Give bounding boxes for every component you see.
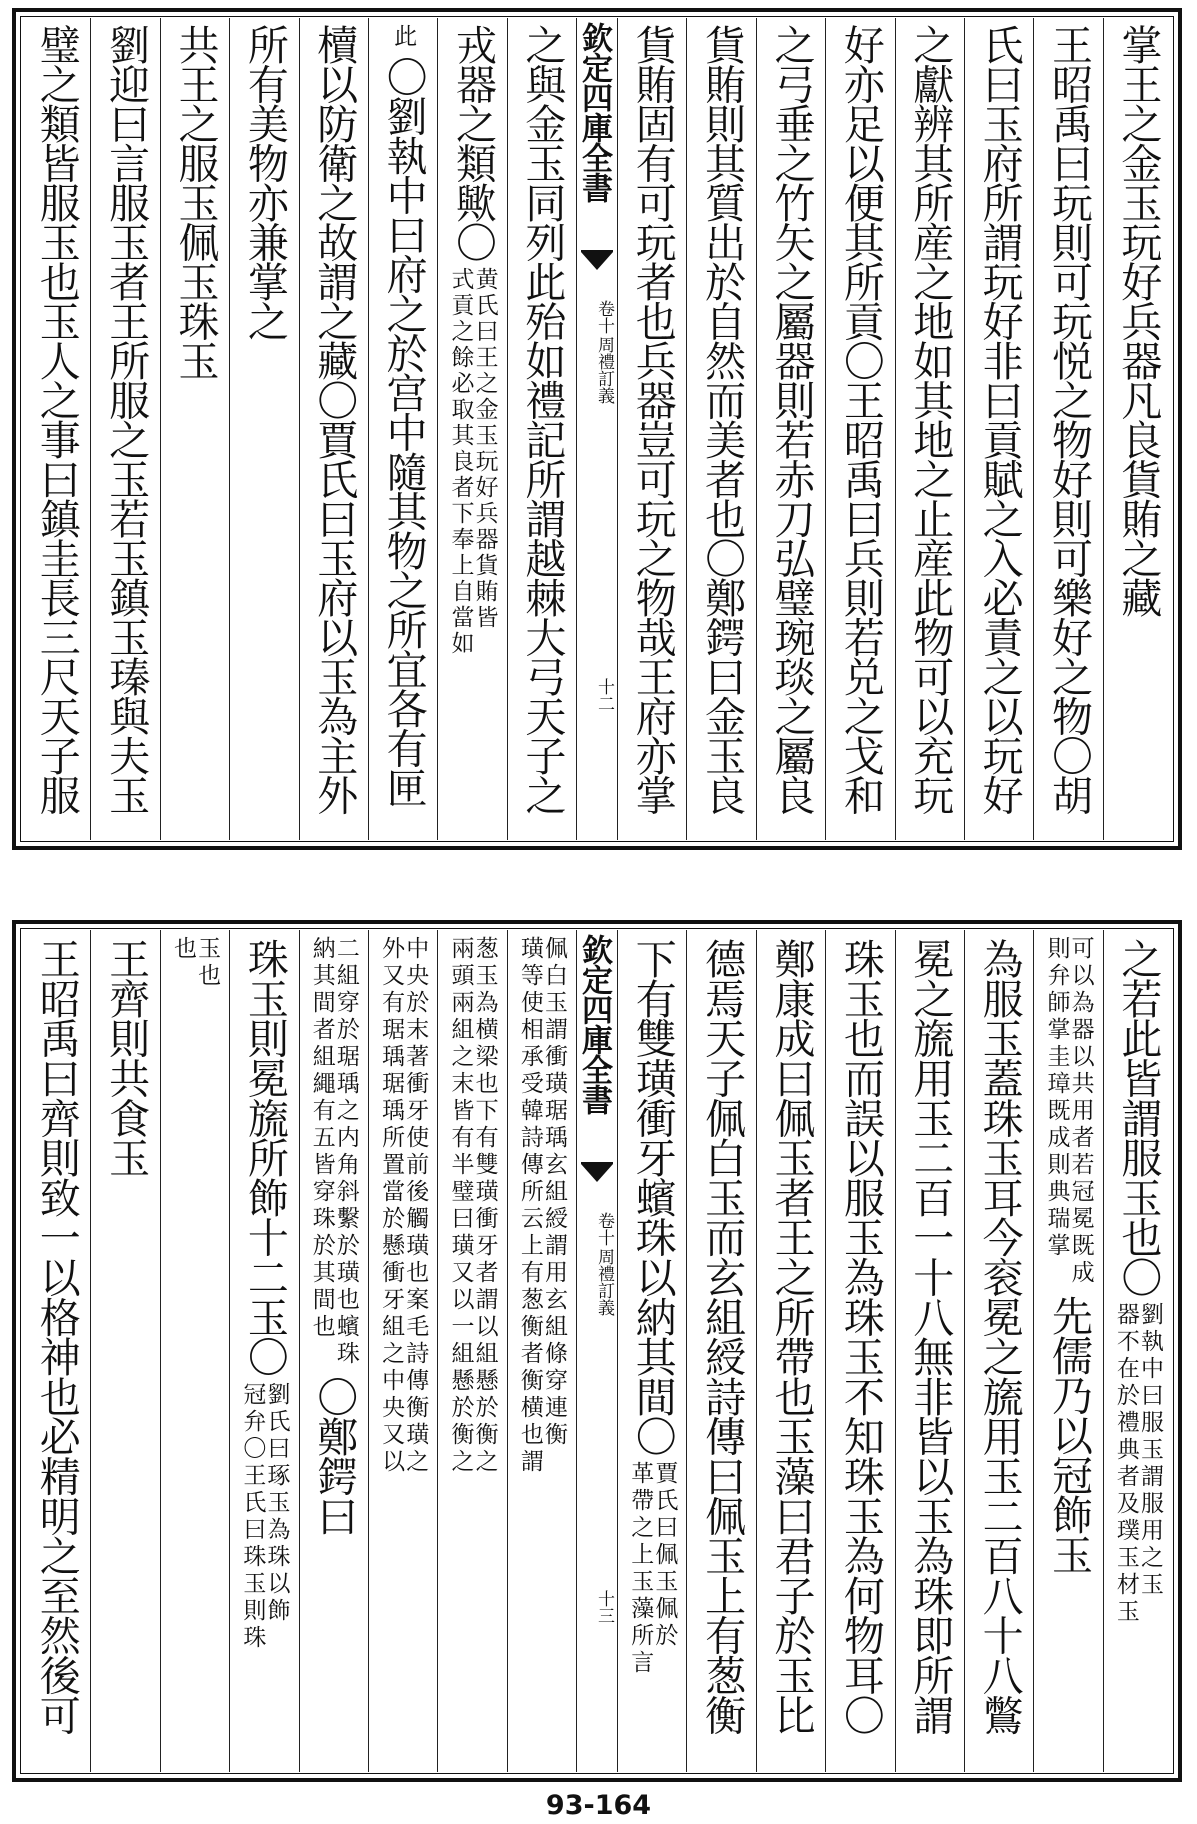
column	[507, 930, 576, 1772]
mixed-column	[300, 930, 368, 1535]
annotation-right: 佩白玉謂衝璜琚瑀玄組綬謂用玄組條穿連衡	[540, 936, 567, 1449]
mixed-column	[230, 930, 298, 1652]
heading-text: 共王之服玉佩玉珠玉	[171, 24, 220, 380]
column	[160, 930, 229, 1772]
annotation	[438, 930, 506, 1772]
body-text: 〇劉執中曰府之於宫中隨其物之所宜各有匣	[379, 56, 428, 807]
column	[229, 18, 298, 840]
column	[160, 18, 229, 840]
column	[617, 18, 686, 840]
top-page	[12, 8, 1182, 850]
body-text: 戎器之類歟〇	[449, 24, 497, 261]
column	[825, 18, 894, 840]
annotation-right: 此	[390, 24, 417, 50]
body-text: 珠玉則冕旒所飾十二玉〇	[240, 938, 289, 1376]
body-text: 所有美物亦兼掌之	[240, 24, 289, 340]
mixed-column	[369, 18, 437, 807]
column	[22, 18, 90, 840]
body-text: 冕之旒用玉二百一十八無非皆以玉為珠即所謂	[906, 938, 955, 1735]
page-number: 93-164	[545, 1790, 652, 1821]
column	[299, 18, 368, 840]
annotation	[448, 261, 496, 657]
column	[299, 930, 368, 1772]
body-text: 氏曰玉府所謂玩好非曰貢賦之入必責之以玩好	[975, 24, 1024, 814]
body-text: 劉迎曰言服玉者王所服之玉若玉鎮玉瑧與夫玉	[102, 24, 151, 814]
annotation-left: 革帶之上玉藻所言	[627, 1461, 654, 1678]
annotation-right: 劉氏曰琢玉為珠以飾	[263, 1381, 290, 1625]
annotation-left: 也	[169, 936, 196, 963]
fold-volume: 卷十	[594, 300, 614, 334]
annotation-left: 璜等使相承受韓詩傳所云上有葱衡者衡横也謂	[516, 936, 543, 1476]
fold-volume: 卷十	[594, 1212, 614, 1246]
fold-subtitle	[577, 1212, 617, 1316]
column	[90, 18, 159, 840]
column	[507, 18, 576, 840]
annotation-left: 外又有琚瑀琚瑀所置當於懸衝牙組之中央又以	[378, 936, 405, 1476]
mixed-column	[1034, 930, 1102, 1574]
column	[22, 930, 90, 1772]
fold-subtitle	[577, 300, 617, 404]
annotation-right: 葱玉為横梁也下有雙璜衝牙者謂以組懸於衡之	[471, 936, 498, 1476]
column	[686, 930, 755, 1772]
annotation-right: 二組穿於琚瑀之内角斜繫於璜也蠙珠	[332, 936, 359, 1368]
center-fold	[576, 930, 617, 1772]
annotation	[310, 930, 358, 1368]
center-fold	[576, 18, 617, 840]
column	[1033, 18, 1102, 840]
column	[895, 18, 964, 840]
body-text: 王昭禹曰玩則可玩悦之物好則可樂好之物〇胡	[1045, 24, 1093, 814]
body-text: 貨賄則其質出於自然而美者也〇鄭鍔曰金玉良	[698, 24, 747, 814]
annotation	[1044, 930, 1092, 1287]
annotation	[161, 930, 229, 1772]
annotation-left: 則弁師掌圭璋既成則典瑞掌	[1043, 936, 1070, 1260]
fold-title: 欽定四庫全書	[576, 934, 612, 1114]
body-text: 櫝以防衛之故謂之藏〇賈氏曰玉府以玉為主外	[310, 24, 359, 814]
body-text: 為服玉蓋珠玉耳今衮冕之旒用玉二百八十八鷩	[975, 938, 1024, 1735]
annotation-right: 賈氏曰佩玉佩於	[651, 1461, 678, 1651]
fold-book-name: 周禮訂義	[594, 336, 614, 404]
column	[686, 18, 755, 840]
annotation-right: 劉執中曰服玉謂服用之玉	[1136, 1302, 1163, 1600]
fold-book-name: 周禮訂義	[594, 1248, 614, 1316]
heading-text: 王齊則共食玉	[102, 938, 151, 1177]
body-text: 先儒乃以冠飾玉	[1045, 1295, 1093, 1574]
body-text: 之弓垂之竹矢之屬器則若赤刀弘璧琬琰之屬良	[767, 24, 816, 814]
annotation-right: 黄氏曰王之金玉玩好兵器貨賄皆	[471, 267, 498, 631]
annotation	[391, 18, 415, 50]
column	[964, 930, 1033, 1772]
column	[90, 930, 159, 1772]
fold-leaf-number: 十二	[594, 678, 614, 712]
annotation-right: 中央於末著衝牙使前後觸璜也案毛詩傳衡璜之	[402, 936, 429, 1476]
fold-leaf-number: 十三	[594, 1590, 614, 1624]
heading-text: 掌王之金玉玩好兵器凡良貨賄之藏	[1114, 24, 1163, 617]
fishtail-mark	[581, 250, 613, 282]
column	[617, 930, 686, 1772]
fishtail-mark	[581, 1162, 613, 1194]
top-columns	[22, 18, 1172, 840]
body-text: 王昭禹曰齊則致一以格神也必精明之至然後可	[32, 938, 81, 1735]
column	[437, 930, 506, 1772]
annotation-left: 冠弁〇王氏曰珠玉則珠	[239, 1381, 266, 1652]
body-text: 之若此皆謂服玉也〇	[1114, 938, 1163, 1297]
body-text: 璧之類皆服玉也玉人之事曰鎮圭長三尺天子服	[32, 24, 81, 814]
column	[1103, 18, 1172, 840]
body-text: 之與金玉同列此殆如禮記所謂越棘大弓天子之	[518, 24, 567, 814]
annotation	[369, 930, 437, 1772]
body-text: 好亦足以便其所貢〇王昭禹曰兵則若兑之戈和	[836, 24, 885, 814]
annotation-left: 式貢之餘必取其良者下奉上自當如	[447, 267, 474, 657]
annotation	[628, 1455, 676, 1677]
annotation-left: 器不在於禮典者及璞玉材玉	[1112, 1302, 1139, 1627]
bottom-page	[12, 920, 1182, 1782]
body-text: 之獻辨其所産之地如其地之止産此物可以充玩	[906, 24, 955, 814]
column	[964, 18, 1033, 840]
body-text: 德焉天子佩白玉而玄組綬詩傳曰佩玉上有葱衡	[698, 938, 747, 1735]
column	[1033, 930, 1102, 1772]
annotation	[508, 930, 576, 1772]
body-text: 下有雙璜衝牙蠙珠以納其間〇	[628, 938, 677, 1456]
body-text: 珠玉也而誤以服玉為珠玉不知珠玉為何物耳〇	[836, 938, 885, 1735]
body-text: 〇鄭鍔曰	[310, 1376, 359, 1536]
column	[437, 18, 506, 840]
column	[368, 930, 437, 1772]
column	[825, 930, 894, 1772]
column	[1103, 930, 1172, 1772]
fold-title: 欽定四庫全書	[576, 22, 612, 202]
annotation-right: 可以為器以共用者若冠冕既成	[1067, 936, 1094, 1287]
annotation-left: 兩頭兩組之末皆有半璧曰璜又以一組懸於衡之	[447, 936, 474, 1476]
mixed-column	[1104, 930, 1172, 1626]
bottom-columns	[22, 930, 1172, 1772]
column	[756, 930, 825, 1772]
body-text: 貨賄固有可玩者也兵器豈可玩之物哉王府亦掌	[628, 24, 677, 814]
column	[368, 18, 437, 840]
mixed-column	[618, 930, 686, 1677]
column	[756, 18, 825, 840]
annotation-left: 納其間者組繩有五皆穿珠於其間也	[308, 936, 335, 1341]
column	[229, 930, 298, 1772]
annotation-right: 玉也	[194, 936, 221, 990]
column	[895, 930, 964, 1772]
annotation	[1114, 1296, 1162, 1626]
body-text: 鄭康成曰佩玉者王之所帶也玉藻曰君子於玉比	[767, 938, 816, 1735]
mixed-column	[438, 18, 506, 657]
annotation	[240, 1376, 288, 1652]
